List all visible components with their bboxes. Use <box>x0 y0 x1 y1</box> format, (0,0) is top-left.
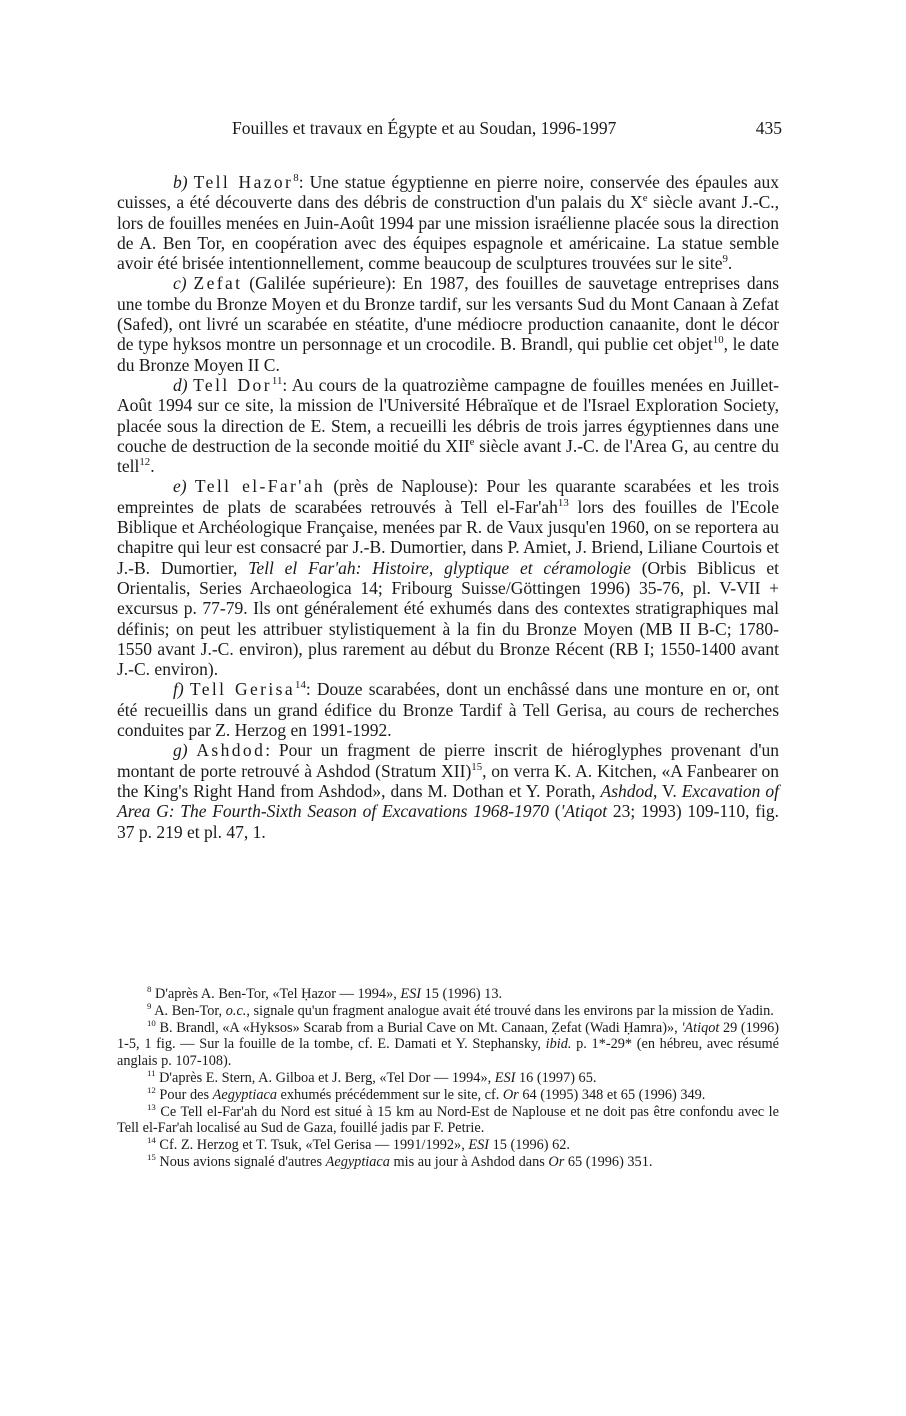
footnote-number: 13 <box>147 1101 156 1112</box>
running-header <box>116 118 782 142</box>
footnote-ref: 10 <box>712 334 724 347</box>
paragraph-f: f) Tell Gerisa$^{14}$: Douze scarabées, dont un enchâssé dans une monture en or, ont été recueillis dans un grand édifice du Bronze Tardif à Tell Gerisa, au cours de recherches conduites par Z. Herzog en 1991-1992. <box>117 679 780 741</box>
page-number: 435 <box>755 118 782 138</box>
site-name: Tell Hazor <box>193 172 294 192</box>
footnote-13: $^{13}$ Ce Tell el-Far'ah du Nord est situé à 15 km au Nord-Est de Naplouse et ne doit pas être confondu avec le Tell el-Far'ah localisé au Sud de Gaza, fouillé jadis par F. Petrie. <box>117 1101 779 1137</box>
item-label: f) <box>173 679 184 700</box>
site-name: Tell Gerisa <box>189 679 296 700</box>
footnote-8: $^8$ D'après A. Ben-Tor, «Tel Ḥazor — 1994», ESI 15 (1996) 13. <box>147 984 503 1002</box>
site-name: Tell el-Far'ah <box>194 476 326 497</box>
running-title: Fouilles et travaux en Égypte et au Soudan, 1996-1997 <box>232 118 617 138</box>
footnote-number: 8 <box>147 984 152 995</box>
footnote-14: $^{14}$ Cf. Z. Herzog et T. Tsuk, «Tel Gerisa — 1991/1992», ESI 15 (1996) 62. <box>147 1135 571 1154</box>
site-name: Zefat <box>193 273 243 294</box>
book-title: Tell el Far'ah: Histoire, glyptique et céramologie <box>248 557 631 578</box>
book-title: Excavation of Area G: The Fourth-Sixth Season of Excavations 1968-1970 <box>117 780 779 822</box>
footnote-15: $^{15}$ Nous avions signalé d'autres Aegyptiaca mis au jour à Ashdod dans Or 65 (1996) 351. <box>147 1152 653 1170</box>
paragraph-d: d) Tell Dor$^{11}$: Au cours de la quatrozième campagne de fouilles menées en Juillet-Août 1994 sur ce site, la mission de l'Université Hébraïque et de l'Israel Exploration Society, placée sous la direction de E. Stem, a recueilli les débris de trois jarres égyptiennes dans une couche de destruction de la seconde moitié du XIIe siècle avant J.-C. de l'Area G, au centre du tell$^{12}$. <box>117 374 780 477</box>
site-name: Tell Dor <box>193 374 272 395</box>
footnote-ref: 9 <box>722 253 728 266</box>
footnote-number: 12 <box>147 1085 156 1096</box>
footnote-ref: 13 <box>557 496 569 509</box>
footnote-11: $^{11}$ D'après E. Stern, A. Gilboa et J. Berg, «Tel Dor — 1994», ESI 16 (1997) 65. <box>147 1068 597 1086</box>
footnote-ref: 8 <box>293 172 299 185</box>
footnote-ref: 11 <box>271 375 283 388</box>
footnote-number: 14 <box>147 1135 156 1146</box>
journal-title: 'Atiqot <box>560 801 608 822</box>
footnote-12: $^{12}$ Pour des Aegyptiaca exhumés précédemment sur le site, cf. Or 64 (1995) 348 et 65 (1996) 349. <box>147 1085 706 1103</box>
paragraph-b: b) Tell Hazor$^8$: Une statue égyptienne en pierre noire, conservée des épaules aux cuisses, a été découverte dans des débris de construction d'un palais du Xe siècle avant J.-C., lors de fouilles menées en Juin-Août 1994 par une mission israélienne placée sous la direction de A. Ben Tor, en coopération avec des équipes espagnole et américaine. La statue semble avoir été brisée intentionnellement, comme beaucoup de sculptures trouvées sur le site$^9$. <box>117 172 779 274</box>
footnote-number: 11 <box>147 1068 156 1079</box>
main-text <box>117 172 779 842</box>
site-name: Ashdod <box>196 740 266 761</box>
item-label: g) <box>173 740 188 761</box>
paragraph-c: c) Zefat (Galilée supérieure): En 1987, des fouilles de sauvetage entreprises dans une tombe du Bronze Moyen et du Bronze tardif, sur les versants Sud du Mont Canaan à Zefat (Safed), ont livré un scarabée en stéatite, d'une médiocre production canaanite, dont le décor de type hyksos montre un personnage et un crocodile. B. Brandl, qui publie cet objet$^{10}$, le date du Bronze Moyen II C. <box>117 273 780 375</box>
footnote-number: 9 <box>147 1001 152 1012</box>
paragraph-g: g) Ashdod: Pour un fragment de pierre inscrit de hiéroglyphes provenant d'un montant de porte retrouvé à Ashdod (Stratum XII)$^{15}$, on verra K. A. Kitchen, «A Fanbearer on the King's Right Hand from Ashdod», dans M. Dothan et Y. Porath, Ashdod, V. Excavation of Area G: The Fourth-Sixth Season of Excavations 1968-1970 ('Atiqot 23; 1993) 109-110, fig. 37 p. 219 et pl. 47, 1. <box>117 740 780 842</box>
footnote-ref: 14 <box>295 679 306 692</box>
footnote-ref: 12 <box>139 456 151 469</box>
item-label: b) <box>173 172 188 192</box>
footnote-9: $^9$ A. Ben-Tor, o.c., signale qu'un fragment analogue avait été trouvé dans les environs par la mission de Yadin. <box>147 1001 774 1019</box>
item-label: c) <box>173 273 187 294</box>
paragraph-e: e) Tell el-Far'ah (près de Naplouse): Pour les quarante scarabées et les trois empreintes de plats de scarabées retrouvés à Tell $el-Far'ah^{13}$ lors des fouilles de l'Ecole Biblique et Archéologique Française, menées par R. de Vaux jusqu'en 1960, on se reportera au chapitre qui leur est consacré par J.-B. Dumortier, dans P. Amiet, J. Briend, Liliane Courtois et J.-B. Dumortier, Tell el Far'ah: Histoire, glyptique et céramologie (Orbis Biblicus et Orientalis, Series Archaeologica 14; Fribourg Suisse/Göttingen 1996) 35-76, pl. V-VII + excursus p. 77-79. Ils ont généralement été exhumés dans des contextes stratigraphiques mal définis; on peut les attribuer stylistiquement à la fin du Bronze Moyen (MB II B-C; 1780-1550 avant J.-C. environ), plus rarement au début du Bronze Récent (RB I; 1550-1400 avant J.-C. environ). <box>117 476 780 680</box>
item-label: d) <box>173 374 188 395</box>
footnotes <box>117 986 779 1171</box>
item-label: e) <box>173 476 187 497</box>
footnote-number: 15 <box>147 1152 156 1163</box>
footnote-number: 10 <box>147 1017 156 1028</box>
book-title: Ashdod <box>600 780 653 801</box>
footnote-10: $^{10}$ B. Brandl, «A «Hyksos» Scarab from a Burial Cave on Mt. Canaan, Ẓefat (Wadi Ḥamra)», 'Atiqot 29 (1996) 1-5, 1 fig. — Sur la fouille de la tombe, cf. E. Damati et Y. Stephansky, ibid. p. 1*-29* (en hébreu, avec résumé anglais p. 107-108). <box>117 1017 780 1070</box>
footnote-ref: 15 <box>471 760 483 773</box>
